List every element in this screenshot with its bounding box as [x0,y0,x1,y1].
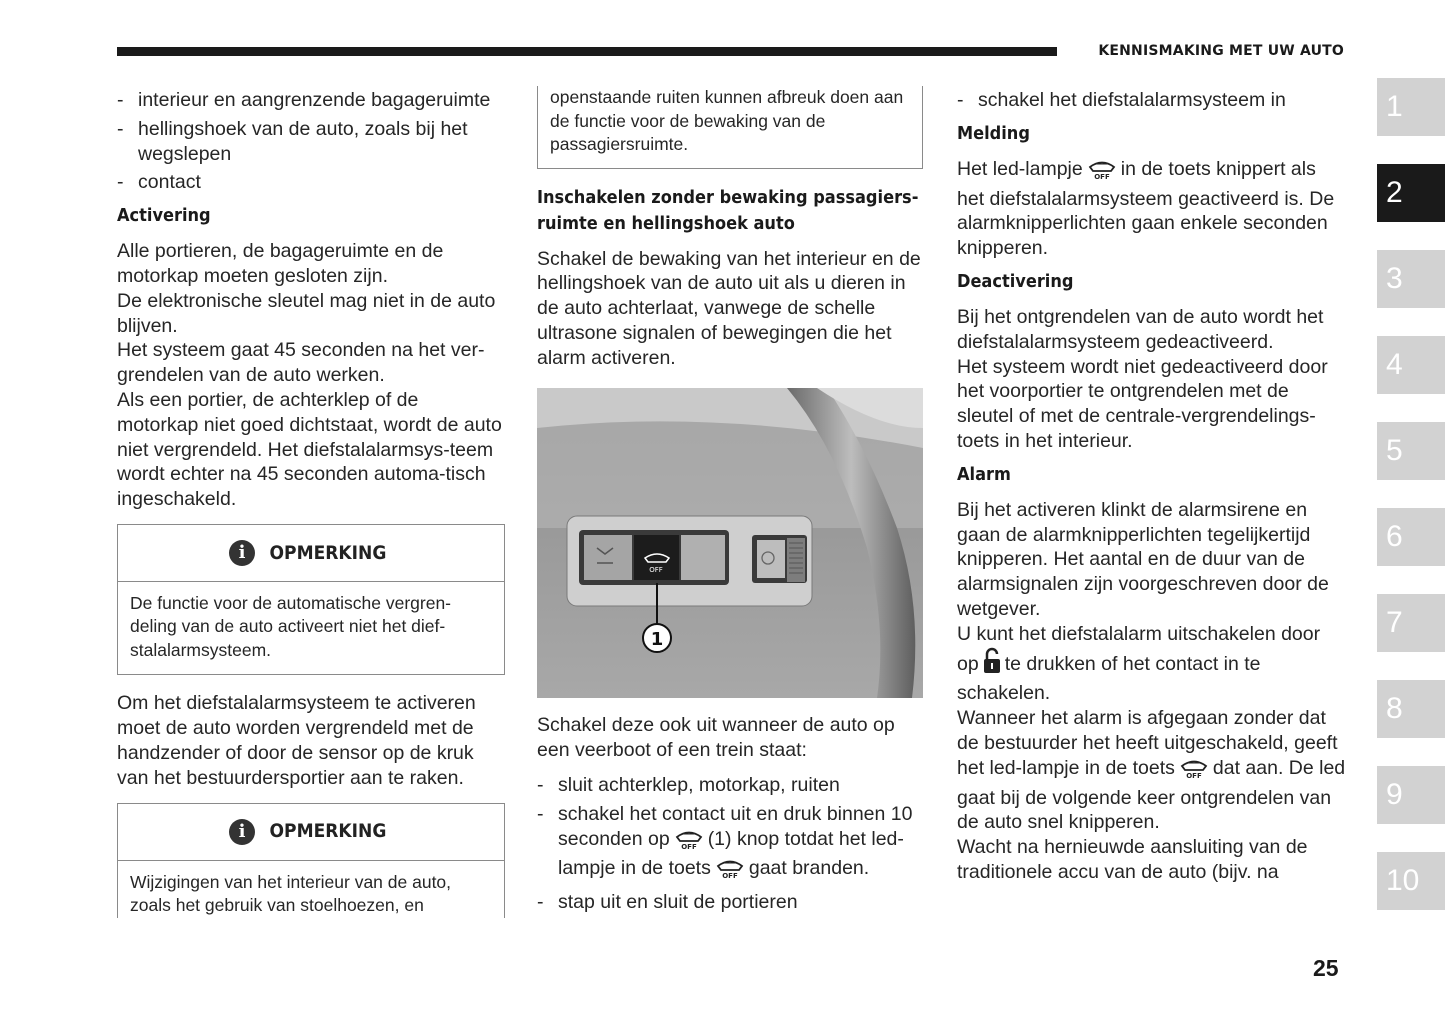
paragraph: Als een portier, de achterklep of de motorkap niet goed dichtstaat, wordt de auto niet vergrendeld. Het diefstalalarmsys-teem wordt echter na 45 seconden automa-tisch ingeschakeld. [117,388,502,511]
note-header [118,525,504,582]
chapter-tab-1[interactable]: 1 [1377,78,1445,136]
header-rule [117,47,1057,56]
paragraph: Om het diefstalalarmsysteem te activeren moet de auto worden vergrendeld met de handzender of door de sensor op de kruk van het bestuurdersportier aan te raken. [117,692,476,789]
note-box [117,524,505,676]
svg-text:OFF: OFF [722,872,738,880]
heading-melding: Melding [957,122,1030,144]
note-title: OPMERKING [269,820,387,843]
note-box [117,803,505,918]
heading-inschakelen: Inschakelen zonder bewaking passagiers-ruimte en hellingshoek auto [537,186,919,234]
section-title: KENNISMAKING MET UW AUTO [1098,43,1344,59]
chapter-tab-10[interactable]: 10 [1377,852,1445,910]
page-number: 25 [1313,955,1339,981]
list-item: - schakel het contact uit en druk binnen 10 seconden op OFF (1) knop totdat het led-lampje in de toets OFF gaat branden. [537,802,923,886]
svg-text:OFF: OFF [1186,771,1202,779]
zone-list [117,88,505,195]
alarm-off-icon [1178,757,1210,786]
alarm-off-icon [673,828,705,857]
note-body: De functie voor de automatische vergren-deling van de auto activeert niet het dief-stalalarmsysteem. [130,592,451,660]
column-1 [117,88,505,918]
dashboard-switch-illustration [537,388,923,698]
paragraph: Bij het ontgrendelen van de auto wordt het diefstalalarmsysteem gedeactiveerd. [957,305,1324,353]
heading-activering: Activering [117,205,211,227]
alarm-off-icon [714,857,746,886]
note-body: Wijzigingen van het interieur van de auto, zoals het gebruik van stoelhoezen, en [130,871,452,916]
paragraph: Wanneer het alarm is afgegaan zonder dat de bestuurder het heeft uitgeschakeld, geeft het led-lampje in de toets OFF dat aan. De led gaat bij de volgende keer ontgrendelen van de auto snel knipperen. [957,707,1346,834]
paragraph: Wacht na hernieuwde aansluiting van de traditionele accu van de auto (bijv. na [957,836,1308,883]
paragraph: Het systeem wordt niet gedeactiveerd door het voorportier te ontgrendelen met de sleutel of met de centrale-vergrendelings-toets in het interieur. [957,355,1328,452]
note-header [118,804,504,861]
paragraph: De elektronische sleutel mag niet in de auto blijven. [117,289,496,337]
note-title: OPMERKING [269,541,387,564]
paragraph: Schakel de bewaking van het interieur en de hellingshoek van de auto uit als u dieren in de auto achterlaat, vanwege de schelle ultrasone signalen of bewegingen die het alarm activeren. [537,247,921,369]
dashboard-switch-drawing [537,388,923,698]
unlock-icon [982,647,1002,682]
chapter-tab-8[interactable]: 8 [1377,680,1445,738]
paragraph: Het led-lampje OFF in de toets knippert als het diefstalalarmsysteem geactiveerd is. De alarmknipperlichten gaan enkele seconden knipperen. [957,157,1335,260]
chapter-tab-2[interactable]: 2 [1377,164,1445,222]
paragraph: Het systeem gaat 45 seconden na het ver-grendelen van de auto werken. [117,339,485,387]
list-item: - schakel het diefstalalarmsysteem in [957,88,1347,113]
list-item: - contact [117,170,505,195]
chapter-tab-3[interactable]: 3 [1377,250,1445,308]
svg-text:OFF: OFF [1093,172,1110,180]
list-item: - interieur en aangrenzende bagageruimte [117,88,505,113]
off-button-label: OFF [649,566,663,575]
paragraph: U kunt het diefstalalarm uitschakelen door op te drukken of het contact in te schakelen. [957,622,1321,705]
column-2 [537,88,923,919]
heading-alarm: Alarm [957,463,1011,485]
alarm-off-icon [1086,158,1118,187]
chapter-tab-7[interactable]: 7 [1377,594,1445,652]
list-item: - hellingshoek van de auto, zoals bij het wegslepen [117,117,505,167]
paragraph: Bij het activeren klinkt de alarmsirene en gaan de alarmknipperlichten tegelijkertijd knipperen. Het aantal en de duur van de alarmsignalen zijn voorgeschreven door de wetgever. [957,498,1329,620]
chapter-tab-5[interactable]: 5 [1377,422,1445,480]
chapter-tab-9[interactable]: 9 [1377,766,1445,824]
chapter-tab-4[interactable]: 4 [1377,336,1445,394]
paragraph: Schakel deze ook uit wanneer de auto op een veerboot of een trein staat: [537,714,895,762]
steps-list [537,773,923,915]
info-icon: i [229,540,255,566]
list-item: - sluit achterklep, motorkap, ruiten [537,773,923,798]
list-item: - stap uit en sluit de portieren [537,890,923,915]
note-box-continued: openstaande ruiten kunnen afbreuk doen aan de functie voor de bewaking van de passagiersruimte. [537,86,923,169]
column-3 [957,88,1347,885]
paragraph: Alle portieren, de bagageruimte en de motorkap moeten gesloten zijn. [117,240,444,287]
heading-deactivering: Deactivering [957,270,1074,292]
info-icon: i [229,819,255,845]
steps-list-continued [957,88,1347,113]
chapter-tab-6[interactable]: 6 [1377,508,1445,566]
figure-callout: 1 [650,629,664,651]
svg-text:OFF: OFF [680,842,697,850]
